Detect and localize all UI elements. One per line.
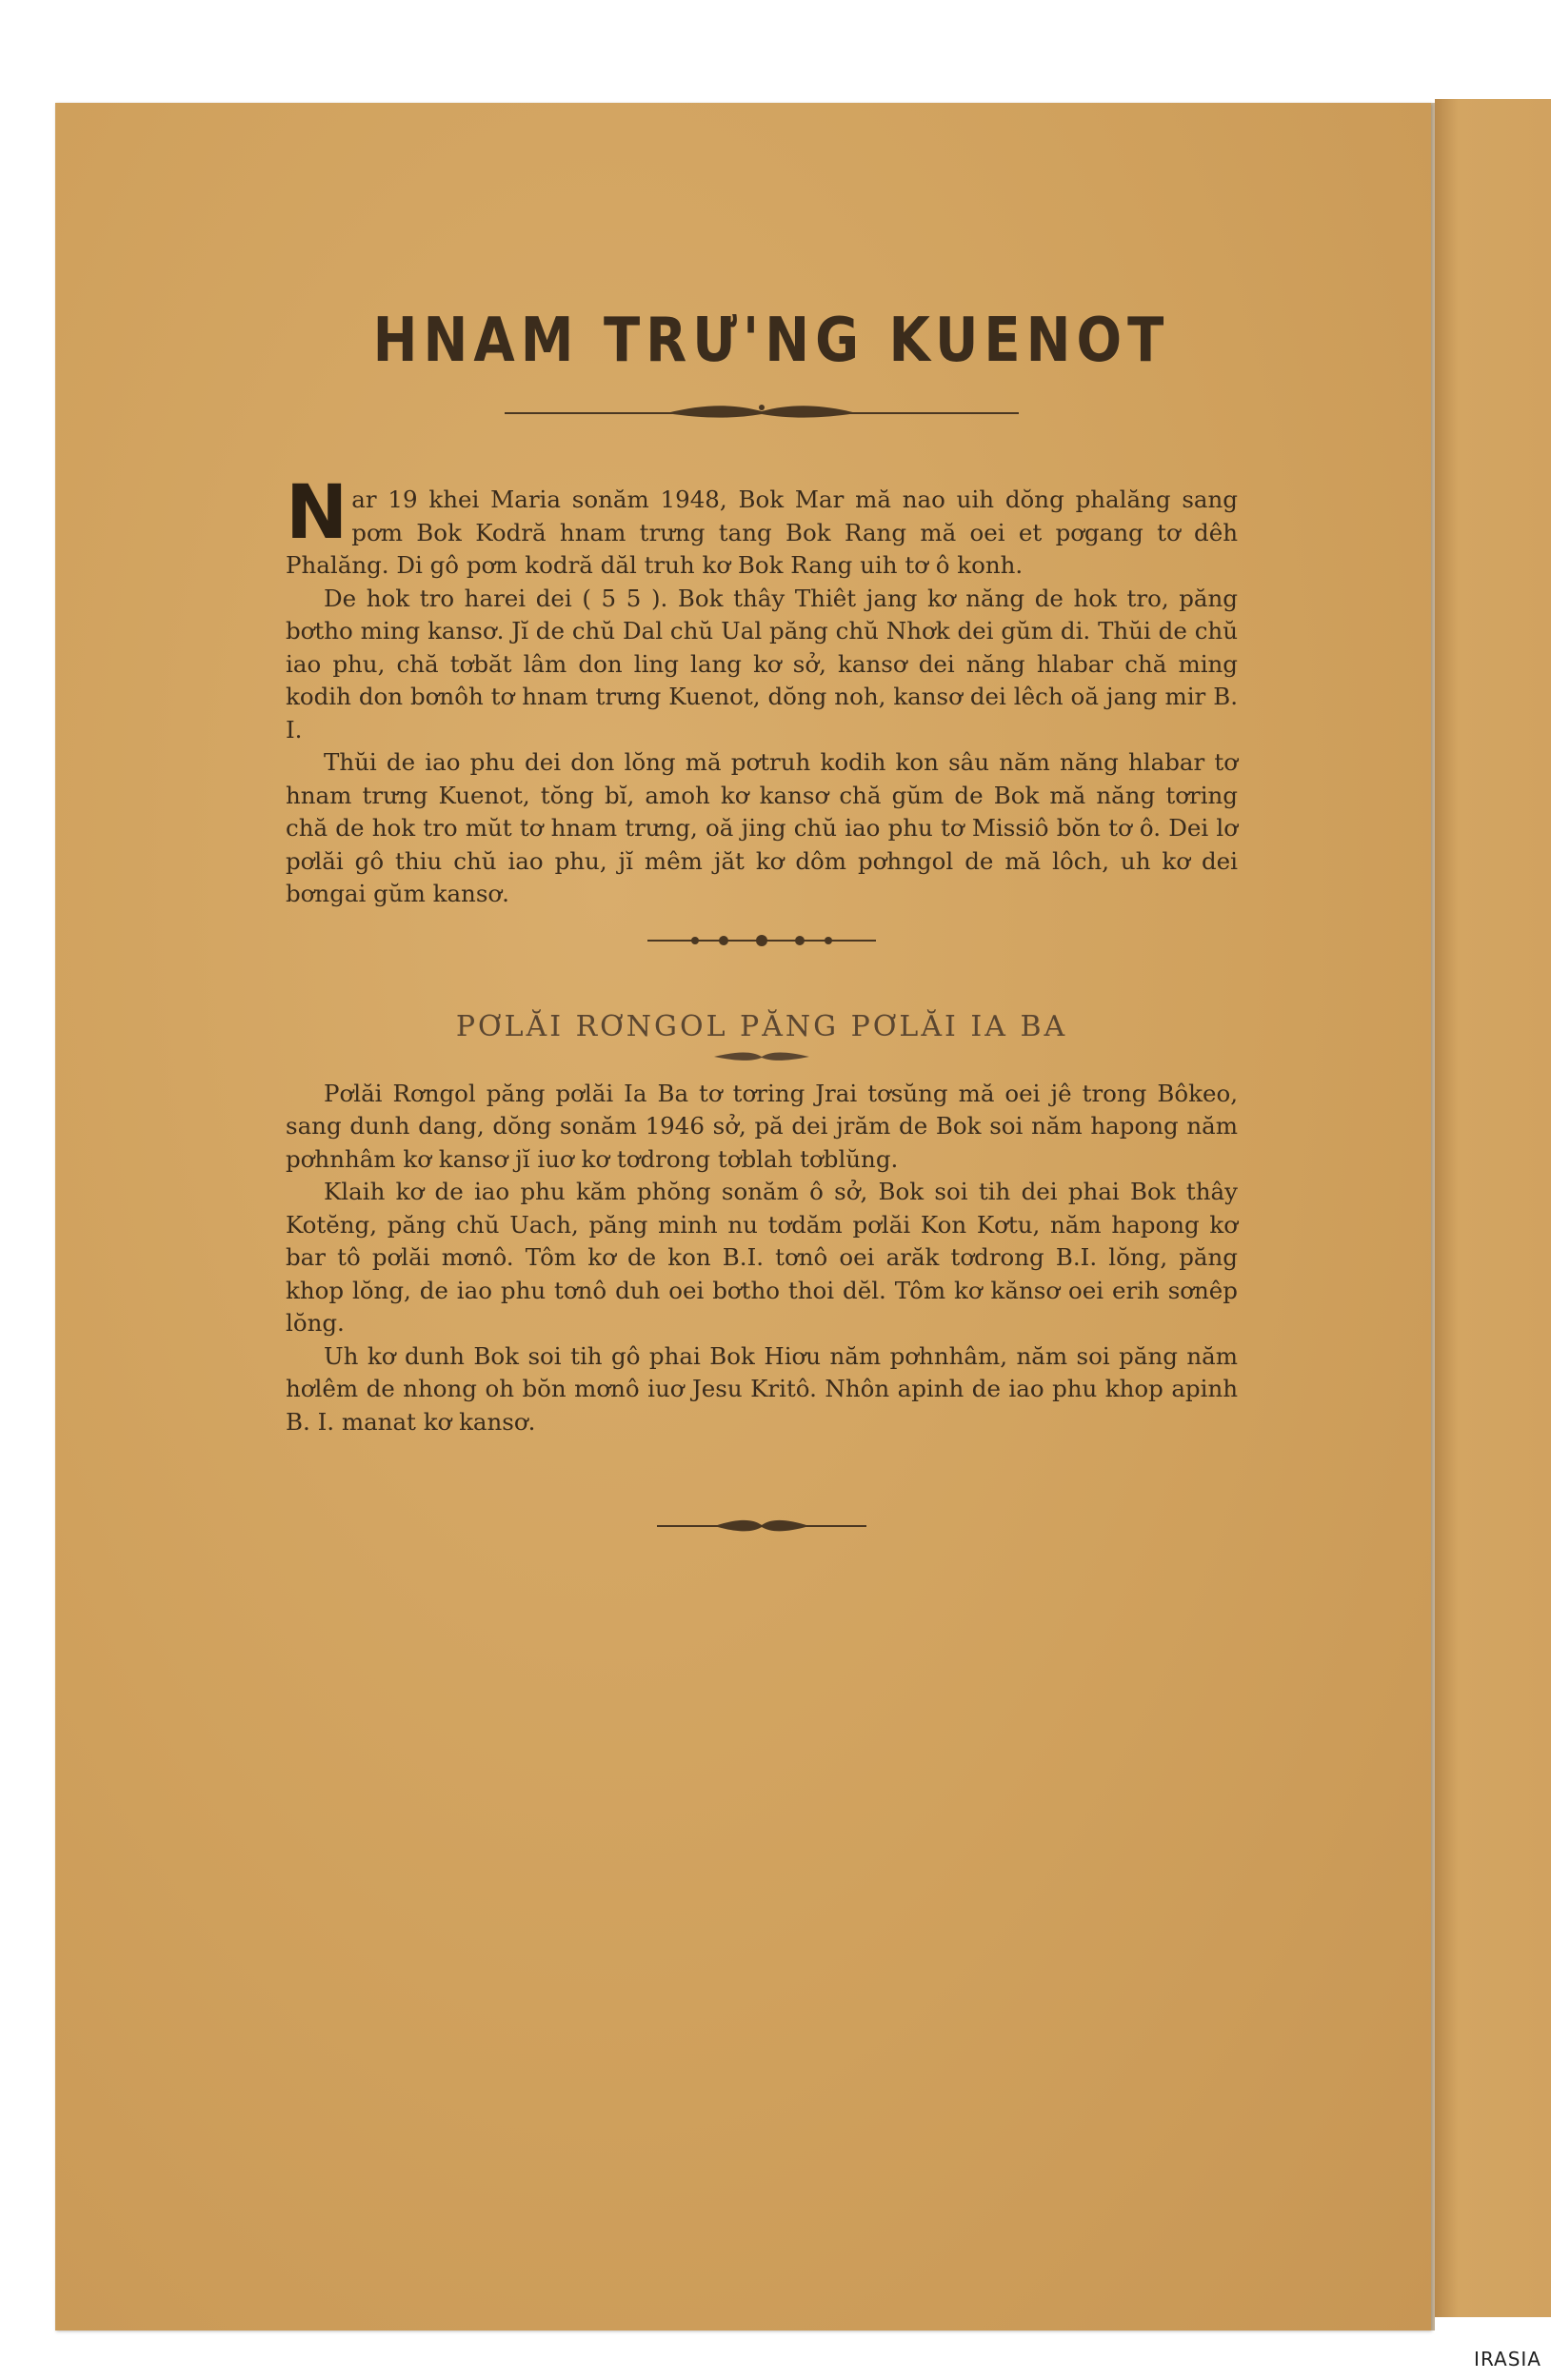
paragraph-1-text: ar 19 khei Maria sonăm 1948, Bok Mar mă nao uih dŏng phalăng sang pơm Bok Kodră hnam trưng tang Bok Rang mă oei et pơgang tơ dêh Phalăng. Di gô pơm kodră dăl truh kơ Bok Rang uih tơ ô konh.	[286, 486, 1238, 579]
page-fold	[1431, 103, 1435, 2330]
paragraph-4: Pơlăi Rơngol păng pơlăi Ia Ba tơ tơring Jrai tơsŭng mă oei jê trong Bôkeo, sang dunh dang, dŏng sonăm 1946 sở, pă dei jrăm de Bok soi năm hapong năm pơhnhâm kơ kansơ jĭ iuơ kơ tơdrong tơblah tơblŭng.	[286, 1079, 1238, 1173]
paragraph-5: Klaih kơ de iao phu kăm phŏng sonăm ô sở, Bok soi tih dei phai Bok thây Kotĕng, păng chŭ Uach, păng minh nu tơdăm pơlăi Kon Kơtu, năm hapong kơ bar tô pơlăi mơnô. Tôm kơ de kon B.I. tơnô oei arăk tơdrong B.I. lŏng, păng khop lŏng, de iao phu tơnô duh oei bơtho thoi dĕl. Tôm kơ kănsơ oei erih sơnêp lŏng.	[286, 1178, 1238, 1337]
paragraph-1	[286, 470, 1238, 583]
title-ornament	[495, 398, 1028, 426]
subtitle-ornament	[695, 1049, 828, 1064]
bottom-ornament	[647, 1515, 876, 1537]
page-content	[286, 267, 1238, 1537]
page-title: HNAM TRƯ'NG KUENOT	[372, 305, 1170, 376]
paragraph-6: Uh kơ dunh Bok soi tih gô phai Bok Hiơu năm pơhnhâm, năm soi păng năm hơlêm de nhong oh bŏn mơnô iuơ Jesu Kritô. Nhôn apinh de iao phu khop apinh B. I. manat kơ kansơ.	[286, 1341, 1238, 1436]
drop-cap: N	[286, 470, 348, 556]
section-subtitle: PƠLĂI RƠNGOL PĂNG PƠLĂI IA BA	[455, 1009, 1068, 1043]
paragraph-3: Thŭi de iao phu dei don lŏng mă pơtruh kodih kon sâu năm năng hlabar tơ hnam trưng Kuenot, tŏng bĭ, amoh kơ kansơ chă gŭm de Bok mă năng tơring chă de hok tro mŭt tơ hnam trưng, oă jing chŭ iao phu tơ Missiô bŏn tơ ô. Dei lơ pơlăi gô thiu chŭ iao phu, jĭ mêm jăt kơ dôm pơhngol de mă lôch, uh kơ dei bơngai gŭm kansơ.	[286, 748, 1238, 907]
adjacent-page	[1435, 99, 1551, 2317]
source-watermark: IRASIA	[1474, 2348, 1541, 2370]
section-divider	[638, 928, 885, 953]
paragraph-2: De hok tro harei dei ( 5 5 ). Bok thây Thiêt jang kơ năng de hok tro, păng bơtho ming kansơ. Jĭ de chŭ Dal chŭ Ual păng chŭ Nhơk dei gŭm di. Thŭi de chŭ iao phu, chă tơbăt lâm don ling lang kơ sở, kansơ dei năng hlabar chă ming kodih don bơnôh tơ hnam trưng Kuenot, dŏng noh, kansơ dei lêch oă jang mir B. I.	[286, 584, 1238, 744]
